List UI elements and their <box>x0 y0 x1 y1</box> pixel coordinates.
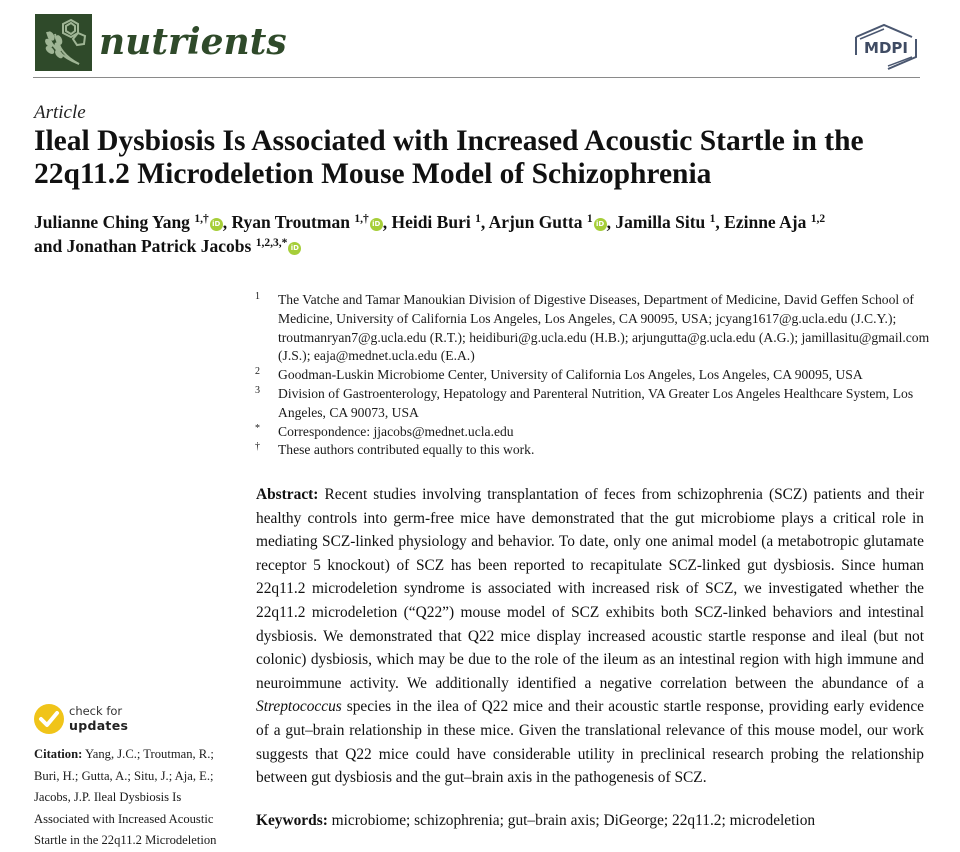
mdpi-logo[interactable] <box>850 22 922 72</box>
author-name[interactable]: and Jonathan Patrick Jacobs <box>34 236 252 256</box>
affiliation-item <box>255 366 945 385</box>
author-separator: , <box>606 212 616 232</box>
wheat-molecule-icon <box>35 14 92 71</box>
abstract-label: Abstract: <box>256 486 319 503</box>
author-separator: , <box>480 212 489 232</box>
author-name[interactable]: Arjun Gutta <box>488 212 583 232</box>
mdpi-text: MDPI <box>864 39 908 57</box>
author-affiliation-marks: 1,2 <box>810 213 826 225</box>
author-separator: , <box>382 212 392 232</box>
affiliation-item <box>255 291 945 366</box>
keywords <box>256 810 924 832</box>
affiliation-text: Correspondence: jjacobs@mednet.ucla.edu <box>278 423 514 439</box>
affiliation-item <box>255 423 945 442</box>
orcid-icon[interactable]: iD <box>370 218 383 231</box>
journal-logo[interactable] <box>35 14 92 71</box>
author-name[interactable]: Jamilla Situ <box>615 212 706 232</box>
author-separator: , <box>715 212 725 232</box>
paper-title: Ileal Dysbiosis Is Associated with Increased Acoustic Startle in the 22q11.2 Microdeletion Mouse Model of Schizophrenia <box>34 125 864 190</box>
check-updates-line1: check for <box>69 704 123 718</box>
affiliation-text: Division of Gastroenterology, Hepatology and Parenteral Nutrition, VA Greater Los Angeles Healthcare System, Los Angeles, CA 90073, USA <box>278 385 914 420</box>
author-name[interactable]: Ezinne Aja <box>724 212 807 232</box>
check-for-updates-button[interactable] <box>34 704 154 736</box>
citation <box>34 744 234 852</box>
citation-text: Yang, J.C.; Troutman, R.; Buri, H.; Gutta, A.; Situ, J.; Aja, E.; Jacobs, J.P. Ileal Dysbiosis Is Associated with Increased Acoustic Startle in the 22q11.2 Microdeletion <box>34 747 217 847</box>
orcid-icon[interactable]: iD <box>594 218 607 231</box>
author-affiliation-marks: 1,2,3,* <box>255 237 288 249</box>
author-name[interactable]: Julianne Ching Yang <box>34 212 190 232</box>
affiliation-item <box>255 441 945 460</box>
abstract-text-2: species in the ilea of Q22 mice and their acoustic startle response, providing early evidence of a gut–brain relationship in these mice. Given the translational relevance of this mouse model, our work suggests that Q22 mice could have considerable utility in preclinical research probing the relationship between gut dysbiosis and the gut–brain axis in the pathogenesis of SCZ. <box>256 698 924 787</box>
affiliation-mark: 3 <box>255 384 260 396</box>
journal-name[interactable]: nutrients <box>99 21 287 63</box>
affiliation-text: Goodman-Luskin Microbiome Center, University of California Los Angeles, Los Angeles, CA 90095, USA <box>278 367 863 383</box>
author-name[interactable]: Heidi Buri <box>391 212 471 232</box>
check-updates-line2: updates <box>69 718 129 733</box>
keywords-label: Keywords: <box>256 812 328 829</box>
author-affiliation-marks: 1,† <box>194 213 209 225</box>
abstract <box>256 483 924 790</box>
author-affiliation-marks: 1 <box>475 213 481 225</box>
author-name[interactable]: Ryan Troutman <box>231 212 350 232</box>
author-affiliation-marks: 1 <box>709 213 716 225</box>
author-list <box>34 210 934 258</box>
header-divider <box>33 77 920 78</box>
mdpi-hexagon-icon <box>850 22 922 72</box>
affiliation-item <box>255 385 945 423</box>
citation-label: Citation: <box>34 747 83 761</box>
author-separator: , <box>222 212 232 232</box>
orcid-icon[interactable]: iD <box>288 242 301 255</box>
article-type: Article <box>34 102 86 123</box>
orcid-icon[interactable]: iD <box>210 218 223 231</box>
affiliation-mark: 1 <box>255 291 260 302</box>
affiliation-text: These authors contributed equally to this work. <box>278 442 535 458</box>
affiliation-text: The Vatche and Tamar Manoukian Division of Digestive Diseases, Department of Medicine, David Geffen School of Medicine, University of California Los Angeles, Los Angeles, CA 90095, USA; jcyang1617@g.ucla.edu (J.C.Y.); troutmanryan7@g.ucla.edu (R.T.); heidiburi@g.ucla.edu (H.B.); arjungutta@g.ucla.edu (A.G.); jamillasitu@gmail.com (J.S.); eaja@mednet.ucla.edu (E.A.) <box>278 292 930 364</box>
affiliation-mark: 2 <box>255 366 260 378</box>
affiliation-mark: † <box>255 441 260 453</box>
checkmark-badge-icon <box>34 704 64 734</box>
keywords-text: microbiome; schizophrenia; gut–brain axis; DiGeorge; 22q11.2; microdeletion <box>327 812 816 829</box>
affiliations <box>255 291 945 460</box>
abstract-italic-term: Streptococcus <box>256 698 342 716</box>
author-affiliation-marks: 1 <box>586 213 593 225</box>
abstract-text-1: Recent studies involving transplantation of feces from schizophrenia (SCZ) patients and their healthy controls into germ-free mice have demonstrated that the gut microbiome plays a critical role in mediating SCZ-linked physiology and behavior. To date, only one animal model (a metabotropic glutamate receptor 5 knockout) of SCZ has been reported to recapitulate SCZ-linked gut dysbiosis. Since human 22q11.2 microdeletion syndrome is associated with increased risk of SCZ, we investigated whether the 22q11.2 microdeletion (“Q22”) mouse model of SCZ exhibits both SCZ-linked behaviors and intestinal dysbiosis. We demonstrated that Q22 mice display increased acoustic startle response and ileal (but not colonic) dysbiosis, which may be due to the role of the ileum as an intestinal region with high immune and neuroimmune activity. We additionally identified a negative correlation between the abundance of a <box>256 486 924 692</box>
author-affiliation-marks: 1,† <box>354 213 369 225</box>
affiliation-mark: * <box>255 422 260 434</box>
